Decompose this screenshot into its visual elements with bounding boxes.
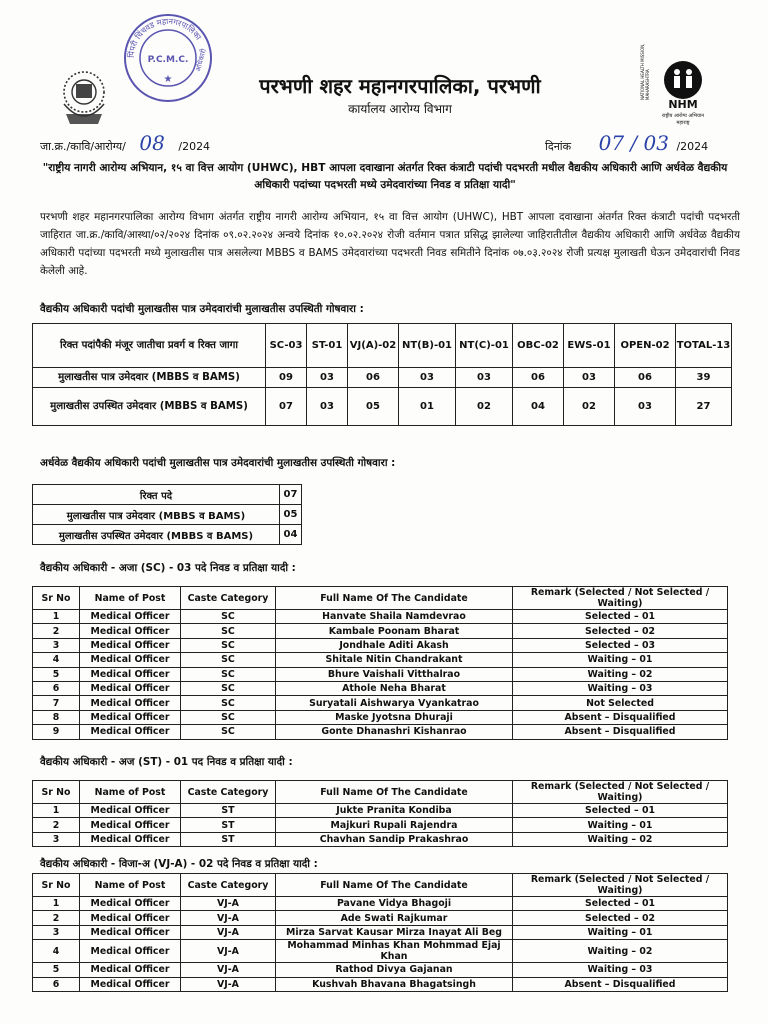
sr-no-cell: 3 — [33, 832, 80, 846]
sr-no-cell: 6 — [33, 681, 80, 695]
post-cell: Medical Officer — [80, 897, 181, 911]
remark-cell: Waiting – 01 — [513, 925, 728, 939]
candidate-name-cell: Shitale Nitin Chandrakant — [276, 653, 513, 667]
post-cell: Medical Officer — [80, 653, 181, 667]
mo-summary-table — [32, 323, 732, 426]
candidate-name-cell: Jondhale Aditi Akash — [276, 638, 513, 652]
mo-col-vja: VJ(A)-02 — [348, 324, 399, 368]
table-row — [33, 710, 728, 724]
mo-cell: 09 — [266, 368, 307, 388]
reference-line — [40, 131, 210, 155]
reference-number: 08 — [139, 131, 165, 155]
st-list-title: वैद्यकीय अधिकारी - अज (ST) - 01 पद निवड व प्रतिक्षा यादी : — [40, 756, 293, 768]
col-caste: Caste Category — [181, 587, 276, 610]
pt-row — [33, 505, 302, 525]
sr-no-cell: 7 — [33, 696, 80, 710]
col-sr-no: Sr No — [33, 781, 80, 804]
caste-cell: SC — [181, 610, 276, 624]
remark-cell: Waiting – 01 — [513, 818, 728, 832]
sr-no-cell: 1 — [33, 897, 80, 911]
sr-no-cell: 3 — [33, 925, 80, 939]
candidate-name-cell: Majkuri Rupali Rajendra — [276, 818, 513, 832]
pt-row-label: मुलाखतीस उपस्थित उमेदवार (MBBS व BAMS) — [33, 525, 280, 545]
table-row — [33, 681, 728, 695]
candidate-name-cell: Maske Jyotsna Dhuraji — [276, 710, 513, 724]
nhm-logo — [653, 56, 719, 126]
remark-cell: Waiting – 02 — [513, 940, 728, 963]
caste-cell: VJ-A — [181, 911, 276, 925]
post-cell: Medical Officer — [80, 977, 181, 991]
table-row — [33, 667, 728, 681]
page-title: परभणी शहर महानगरपालिका, परभणी — [259, 74, 541, 98]
mo-cell: 03 — [456, 368, 513, 388]
caste-cell: SC — [181, 638, 276, 652]
sr-no-cell: 1 — [33, 610, 80, 624]
pt-row-value: 05 — [280, 505, 302, 525]
mo-cell: 02 — [564, 388, 615, 426]
mo-col-open: OPEN-02 — [615, 324, 676, 368]
caste-cell: ST — [181, 818, 276, 832]
reference-year: /2024 — [178, 140, 211, 153]
candidate-name-cell: Jukte Pranita Kondiba — [276, 804, 513, 818]
table-row — [33, 897, 728, 911]
table-row — [33, 653, 728, 667]
municipal-emblem-logo — [58, 68, 110, 130]
mo-cell: 06 — [513, 368, 564, 388]
mo-cell: 01 — [399, 388, 456, 426]
table-row — [33, 696, 728, 710]
caste-cell: VJ-A — [181, 925, 276, 939]
post-cell: Medical Officer — [80, 696, 181, 710]
mo-cell: 05 — [348, 388, 399, 426]
caste-cell: SC — [181, 710, 276, 724]
table-row — [33, 925, 728, 939]
mo-cell: 04 — [513, 388, 564, 426]
caste-cell: VJ-A — [181, 977, 276, 991]
post-cell: Medical Officer — [80, 940, 181, 963]
candidate-name-cell: Suryatali Aishwarya Vyankatrao — [276, 696, 513, 710]
candidate-name-cell: Athole Neha Bharat — [276, 681, 513, 695]
table-row — [33, 832, 728, 846]
remark-cell: Selected – 02 — [513, 624, 728, 638]
mo-summary-row-eligible — [33, 368, 732, 388]
mo-cell: 06 — [615, 368, 676, 388]
remark-cell: Absent – Disqualified — [513, 710, 728, 724]
table-header-row — [33, 587, 728, 610]
mo-cell: 07 — [266, 388, 307, 426]
remark-cell: Waiting – 03 — [513, 963, 728, 977]
table-row — [33, 977, 728, 991]
post-cell: Medical Officer — [80, 925, 181, 939]
nhm-sub2: महाराष्ट्र — [676, 120, 690, 126]
caste-cell: SC — [181, 696, 276, 710]
mo-col-total: TOTAL-13 — [676, 324, 732, 368]
mo-cell: 03 — [307, 388, 348, 426]
remark-cell: Absent – Disqualified — [513, 725, 728, 739]
table-row — [33, 725, 728, 739]
post-cell: Medical Officer — [80, 725, 181, 739]
page-subtitle: कार्यालय आरोग्य विभाग — [348, 102, 452, 116]
remark-cell: Waiting – 03 — [513, 681, 728, 695]
nhm-sub1: राष्ट्रीय आरोग्य अभियान — [662, 113, 704, 119]
caste-cell: SC — [181, 653, 276, 667]
remark-cell: Selected – 01 — [513, 804, 728, 818]
date-label: दिनांक — [545, 140, 572, 153]
table-row — [33, 610, 728, 624]
mo-cell: 39 — [676, 368, 732, 388]
pt-summary-title: अर्धवेळ वैद्यकीय अधिकारी पदांची मुलाखतीस पात्र उमेदवारांची मुलाखतीस उपस्थिती गोषवारा : — [40, 457, 396, 469]
pt-row-value: 04 — [280, 525, 302, 545]
mo-cell: 02 — [456, 388, 513, 426]
seal-arc-text: पिंपरी चिंचवड महानगरपालिका — [126, 16, 203, 59]
caste-cell: SC — [181, 624, 276, 638]
document-heading: "राष्ट्रीय नागरी आरोग्य अभियान, १५ वा वित्त आयोग (UHWC), HBT आपला दवाखाना अंतर्गत रिक्त कंत्राटी पदांची पदभरती मधील वैद्यकीय अधिकारी आणि अर्धवेळ वैद्यकीय अधिकारी पदांच्या पदभरती मध्ये उमेदवारांच्या निवड व प्रतिक्षा यादी" — [42, 162, 728, 191]
caste-cell: VJ-A — [181, 940, 276, 963]
col-post: Name of Post — [80, 587, 181, 610]
remark-cell: Selected – 03 — [513, 638, 728, 652]
candidate-name-cell: Kambale Poonam Bharat — [276, 624, 513, 638]
caste-cell: SC — [181, 667, 276, 681]
mo-summary-title: वैद्यकीय अधिकारी पदांची मुलाखतीस पात्र उमेदवारांची मुलाखतीस उपस्थिती गोषवारा : — [40, 303, 364, 315]
col-sr-no: Sr No — [33, 874, 80, 897]
col-candidate-name: Full Name Of The Candidate — [276, 587, 513, 610]
svg-text:★: ★ — [163, 74, 173, 85]
candidate-name-cell: Pavane Vidya Bhagoji — [276, 897, 513, 911]
mo-col-sc: SC-03 — [266, 324, 307, 368]
seal-side-text: अधिकारी — [194, 47, 208, 73]
pt-row-label: मुलाखतीस पात्र उमेदवार (MBBS व BAMS) — [33, 505, 280, 525]
remark-cell: Selected – 01 — [513, 610, 728, 624]
post-cell: Medical Officer — [80, 638, 181, 652]
pt-row-value: 07 — [280, 485, 302, 505]
candidate-name-cell: Mohammad Minhas Khan Mohmmad Ejaj Khan — [276, 940, 513, 963]
table-row — [33, 624, 728, 638]
sr-no-cell: 1 — [33, 804, 80, 818]
candidate-name-cell: Rathod Divya Gajanan — [276, 963, 513, 977]
col-remark: Remark (Selected / Not Selected / Waiting) — [513, 781, 728, 804]
mo-col-st: ST-01 — [307, 324, 348, 368]
remark-cell: Waiting – 02 — [513, 667, 728, 681]
mo-cell: 27 — [676, 388, 732, 426]
pt-row-label: रिक्त पदे — [33, 485, 280, 505]
remark-cell: Selected – 01 — [513, 897, 728, 911]
mo-col-ntb: NT(B)-01 — [399, 324, 456, 368]
sr-no-cell: 6 — [33, 977, 80, 991]
post-cell: Medical Officer — [80, 610, 181, 624]
table-row — [33, 911, 728, 925]
post-cell: Medical Officer — [80, 710, 181, 724]
col-post: Name of Post — [80, 781, 181, 804]
sc-list-title: वैद्यकीय अधिकारी - अजा (SC) - 03 पदे निवड व प्रतिक्षा यादी : — [40, 562, 296, 574]
caste-cell: VJ-A — [181, 963, 276, 977]
remark-cell: Waiting – 01 — [513, 653, 728, 667]
nhm-arc-text: NATIONAL HEALTH MISSION, MAHARASHTRA — [640, 43, 650, 100]
remark-cell: Selected – 02 — [513, 911, 728, 925]
table-header-row — [33, 781, 728, 804]
sr-no-cell: 8 — [33, 710, 80, 724]
candidate-name-cell: Kushvah Bhavana Bhagatsingh — [276, 977, 513, 991]
col-sr-no: Sr No — [33, 587, 80, 610]
sr-no-cell: 2 — [33, 818, 80, 832]
mo-cell: 03 — [615, 388, 676, 426]
mo-cell: 03 — [564, 368, 615, 388]
caste-cell: VJ-A — [181, 897, 276, 911]
seal-center-text: P.C.M.C. — [147, 55, 189, 65]
caste-cell: ST — [181, 804, 276, 818]
sc-selection-table — [32, 586, 728, 740]
post-cell: Medical Officer — [80, 681, 181, 695]
mo-cell: 06 — [348, 368, 399, 388]
mo-col-obc: OBC-02 — [513, 324, 564, 368]
post-cell: Medical Officer — [80, 963, 181, 977]
pt-row — [33, 485, 302, 505]
pt-row — [33, 525, 302, 545]
candidate-name-cell: Hanvate Shaila Namdevrao — [276, 610, 513, 624]
candidate-name-cell: Bhure Vaishali Vitthalrao — [276, 667, 513, 681]
mo-summary-header-label: रिक्त पदांपैकी मंजूर जातीचा प्रवर्ग व रिक्त जागा — [33, 324, 266, 368]
sr-no-cell: 4 — [33, 653, 80, 667]
sr-no-cell: 9 — [33, 725, 80, 739]
post-cell: Medical Officer — [80, 832, 181, 846]
st-selection-table — [32, 780, 728, 847]
vja-selection-table — [32, 873, 728, 992]
sr-no-cell: 2 — [33, 911, 80, 925]
table-row — [33, 818, 728, 832]
date-value: 07 / 03 — [598, 131, 669, 155]
mo-col-ntc: NT(C)-01 — [456, 324, 513, 368]
post-cell: Medical Officer — [80, 911, 181, 925]
caste-cell: SC — [181, 681, 276, 695]
post-cell: Medical Officer — [80, 804, 181, 818]
candidate-name-cell: Gonte Dhanashri Kishanrao — [276, 725, 513, 739]
mo-cell: 03 — [399, 368, 456, 388]
post-cell: Medical Officer — [80, 624, 181, 638]
mo-row-label: मुलाखतीस उपस्थित उमेदवार (MBBS व BAMS) — [33, 388, 266, 426]
sr-no-cell: 4 — [33, 940, 80, 963]
post-cell: Medical Officer — [80, 667, 181, 681]
sr-no-cell: 3 — [33, 638, 80, 652]
post-cell: Medical Officer — [80, 818, 181, 832]
table-row — [33, 940, 728, 963]
table-row — [33, 804, 728, 818]
col-caste: Caste Category — [181, 874, 276, 897]
col-caste: Caste Category — [181, 781, 276, 804]
col-candidate-name: Full Name Of The Candidate — [276, 874, 513, 897]
table-row — [33, 963, 728, 977]
remark-cell: Waiting – 02 — [513, 832, 728, 846]
mo-row-label: मुलाखतीस पात्र उमेदवार (MBBS व BAMS) — [33, 368, 266, 388]
mo-cell: 03 — [307, 368, 348, 388]
col-remark: Remark (Selected / Not Selected / Waiting) — [513, 587, 728, 610]
remark-cell: Absent – Disqualified — [513, 977, 728, 991]
mo-summary-row-present — [33, 388, 732, 426]
candidate-name-cell: Chavhan Sandip Prakashrao — [276, 832, 513, 846]
date-year: /2024 — [676, 140, 709, 153]
table-row — [33, 638, 728, 652]
intro-paragraph: परभणी शहर महानगरपालिका आरोग्य विभाग अंतर्गत राष्ट्रीय नागरी आरोग्य अभियान, १५ वा वित्त आयोग (UHWC), HBT आपला दवाखाना अंतर्गत रिक्त कंत्राटी पदांची पदभरती जाहिरात जा.क्र./कावि/आस्था/०२/२०२४ दिनांक ०९.०२.२०२४ अन्वये दिनांक १०.०२.२०२४ रोजी वर्तमान पत्रात प्रसिद्ध झालेल्या जाहिरातीतील वैद्यकीय अधिकारी आणि अर्धवेळ वैद्यकीय अधिकारी पदांच्या पदभरती मध्ये मुलाखतीस पात्र असलेल्या MBBS व BAMS उमेदवारांच्या पदभरती निवड समितीने दिनांक ०७.०३.२०२४ रोजी प्रत्यक्ष मुलाखती घेऊन उमेदवारांची निवड केलेली आहे. — [40, 211, 740, 277]
reference-prefix: जा.क्र./कावि/आरोग्य/ — [40, 140, 126, 153]
pt-summary-table — [32, 484, 302, 545]
remark-cell: Not Selected — [513, 696, 728, 710]
col-remark: Remark (Selected / Not Selected / Waiting) — [513, 874, 728, 897]
candidate-name-cell: Ade Swati Rajkumar — [276, 911, 513, 925]
sr-no-cell: 5 — [33, 667, 80, 681]
caste-cell: SC — [181, 725, 276, 739]
sr-no-cell: 5 — [33, 963, 80, 977]
candidate-name-cell: Mirza Sarvat Kausar Mirza Inayat Ali Beg — [276, 925, 513, 939]
table-header-row — [33, 874, 728, 897]
nhm-label: NHM — [668, 98, 698, 111]
vja-list-title: वैद्यकीय अधिकारी - विजा-अ (VJ-A) - 02 पदे निवड व प्रतिक्षा यादी : — [40, 858, 318, 870]
mo-summary-header-row — [33, 324, 732, 368]
col-candidate-name: Full Name Of The Candidate — [276, 781, 513, 804]
caste-cell: ST — [181, 832, 276, 846]
date-line — [545, 131, 708, 155]
col-post: Name of Post — [80, 874, 181, 897]
mo-col-ews: EWS-01 — [564, 324, 615, 368]
sr-no-cell: 2 — [33, 624, 80, 638]
